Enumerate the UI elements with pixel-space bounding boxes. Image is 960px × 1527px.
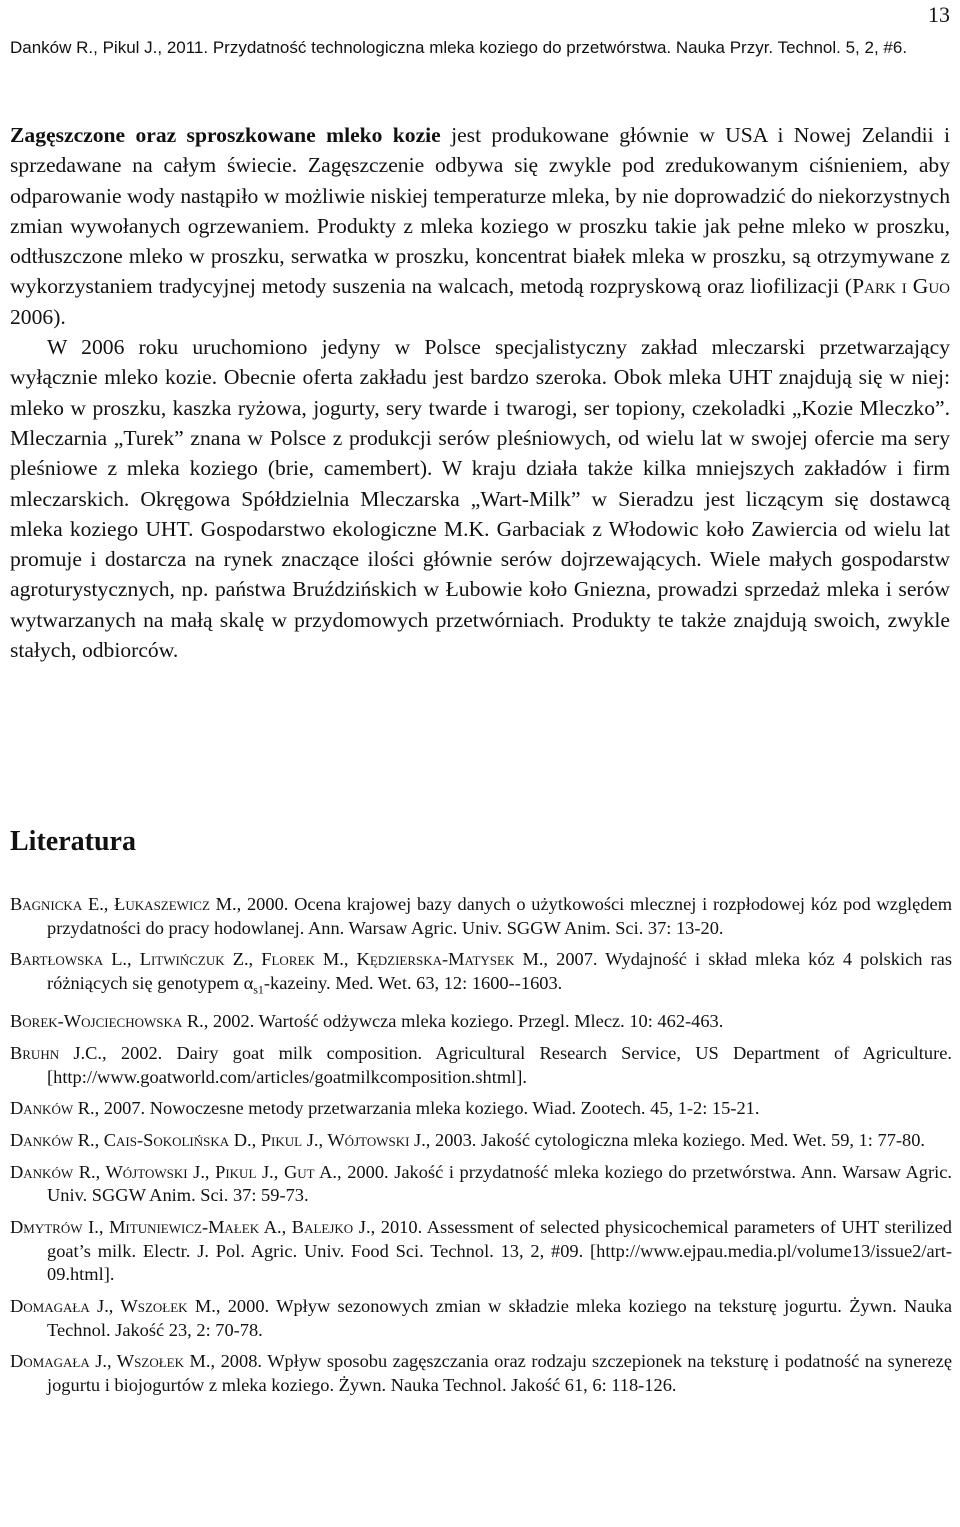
reference-authors: Danków R., Cais-Sokolińska D., Pikul J., Wójtowski J. xyxy=(10,1130,426,1151)
reference-authors: Bagnicka E., Łukaszewicz M. xyxy=(10,894,237,914)
paragraph-1-text: jest produkowane głównie w USA i Nowej Zelandii i sprzedawane na całym świecie. Zagęszczenie odbywa się zwykle pod zredukowanym ciśnieniem, aby odparowanie wody nastąpiło w możliwie niskiej temperaturze mleka, by nie doprowadzić do niekorzystnych zmian wywołanych ogrzewaniem. Produkty z mleka koziego w proszku takie jak pełne mleko w proszku, odtłuszczone mleko w proszku, serwatka w proszku, koncentrat białek mleka w proszku, są otrzymywane z wykorzystaniem tradycyjnej metody suszenia na walcach, metodą rozpryskową oraz liofilizacji ( xyxy=(10,123,950,299)
reference-item xyxy=(10,1010,952,1034)
reference-authors: Bartłowska L., Litwińczuk Z., Florek M., Kędzierska-Matysek M. xyxy=(10,949,544,970)
reference-text: , 2003. Jakość cytologiczna mleka koziego. Med. Wet. 59, 1: 77-80. xyxy=(425,1130,926,1151)
reference-authors: Danków R. xyxy=(10,1098,95,1119)
section-title: Literatura xyxy=(10,826,136,857)
reference-text: , 2007. Wydajność i skład mleka kóz 4 polskich ras różniących się genotypem α xyxy=(47,949,952,993)
reference-item xyxy=(10,1042,952,1089)
reference-item xyxy=(10,1129,952,1153)
bold-lead: Zagęszczone oraz sproszkowane mleko kozie xyxy=(10,123,441,147)
reference-item xyxy=(10,1161,952,1208)
reference-authors: Danków R., Wójtowski J., Pikul J., Gut A. xyxy=(10,1161,338,1182)
reference-list xyxy=(10,893,952,1406)
reference-subscript: s1 xyxy=(253,982,264,997)
paragraph-1 xyxy=(10,120,950,332)
reference-text: , 2008. Wpływ sposobu zagęszczania oraz rodzaju szczepionek na teksturę i podatność na synerezę jogurtu i biojogurtów z mleka koziego. Żywn. Nauka Technol. Jakość 61, 6: 118-126. xyxy=(47,1351,953,1395)
citation-year: 2006). xyxy=(10,304,66,329)
paragraph-2: W 2006 roku uruchomiono jedyny w Polsce specjalistyczny zakład mleczarski przetwarzający wyłącznie mleko kozie. Obecnie oferta zakładu jest bardzo szeroka. Obok mleka UHT znajdują się w niej: mleko w proszku, kaszka ryżowa, jogurty, sery twarde i twarogi, ser topiony, czekoladki „Kozie Mleczko”. Mleczarnia „Turek” znana w Polsce z produkcji serów pleśniowych, od wielu lat w swojej ofercie ma sery pleśniowe z mleka koziego (brie, camembert). W kraju działa także kilka mniejszych zakładów i firm mleczarskich. Okręgowa Spółdzielnia Mleczarska „Wart-Milk” w Sieradzu jest liczącym się dostawcą mleka koziego UHT. Gospodarstwo ekologiczne M.K. Garbaciak z Włodowic koło Zawiercia od wielu lat promuje i dostarcza na rynek znaczące ilości głównie serów dojrzewających. Wiele małych gospodarstw agroturystycznych, np. państwa Bruździńskich w Łubowie koło Gniezna, prowadzi sprzedaż mleka i serów wytwarzanych na małą skalę w przydomowych przetwórniach. Produkty te także znajdują swoich, zwykle stałych, odbiorców. xyxy=(10,335,950,663)
running-header: Danków R., Pikul J., 2011. Przydatność technologiczna mleka koziego do przetwórstwa. Nauka Przyr. Technol. 5, 2, #6. xyxy=(10,38,908,57)
reference-authors: Domagała J., Wszołek M. xyxy=(10,1296,216,1317)
reference-authors: Borek-Wojciechowska R. xyxy=(10,1011,204,1032)
reference-item xyxy=(10,1295,952,1342)
reference-item xyxy=(10,1097,952,1121)
citation-authors: Park i Guo xyxy=(852,274,950,299)
reference-text: , 2002. Dairy goat milk composition. Agricultural Research Service, US Department of Agriculture. [http://www.goatworld.com/articles/goatmilkcomposition.shtml]. xyxy=(47,1043,952,1087)
reference-authors: Bruhn J.C. xyxy=(10,1043,102,1064)
reference-text: , 2000. Jakość i przydatność mleka koziego do przetwórstwa. Ann. Warsaw Agric. Univ. SGGW Anim. Sci. 37: 59-73. xyxy=(47,1161,952,1206)
page-number: 13 xyxy=(928,2,950,27)
reference-item xyxy=(10,893,952,940)
reference-text-continued: -kazeiny. Med. Wet. 63, 12: 1600--1603. xyxy=(263,972,563,993)
reference-text: , 2002. Wartość odżywcza mleka koziego. Przegl. Mlecz. 10: 462-463. xyxy=(203,1011,724,1032)
reference-text: , 2000. Wpływ sezonowych zmian w składzie mleka koziego na teksturę jogurtu. Żywn. Nauka Technol. Jakość 23, 2: 70-78. xyxy=(47,1296,953,1340)
reference-item xyxy=(10,1350,952,1397)
reference-item xyxy=(10,948,952,1002)
reference-authors: Domagała J., Wszołek M. xyxy=(10,1351,211,1372)
reference-text: , 2007. Nowoczesne metody przetwarzania mleka koziego. Wiad. Zootech. 45, 1-2: 15-21. xyxy=(94,1098,760,1119)
body-text xyxy=(10,120,950,665)
reference-authors: Dmytrów I., Mituniewicz-Małek A., Balejko J. xyxy=(10,1217,371,1238)
reference-text: , 2000. Ocena krajowej bazy danych o użytkowości mlecznej i rozpłodowej kóz pod względem przydatności do pracy hodowlanej. Ann. Warsaw Agric. Univ. SGGW Anim. Sci. 37: 13-20. xyxy=(47,894,952,938)
reference-item xyxy=(10,1216,952,1287)
reference-text: , 2010. Assessment of selected physicochemical parameters of UHT sterilized goat’s milk. Electr. J. Pol. Agric. Univ. Food Sci. Technol. 13, 2, #09. [http://www.ejpau.media.pl/volume13/issue2/art-09.html]. xyxy=(47,1217,952,1285)
